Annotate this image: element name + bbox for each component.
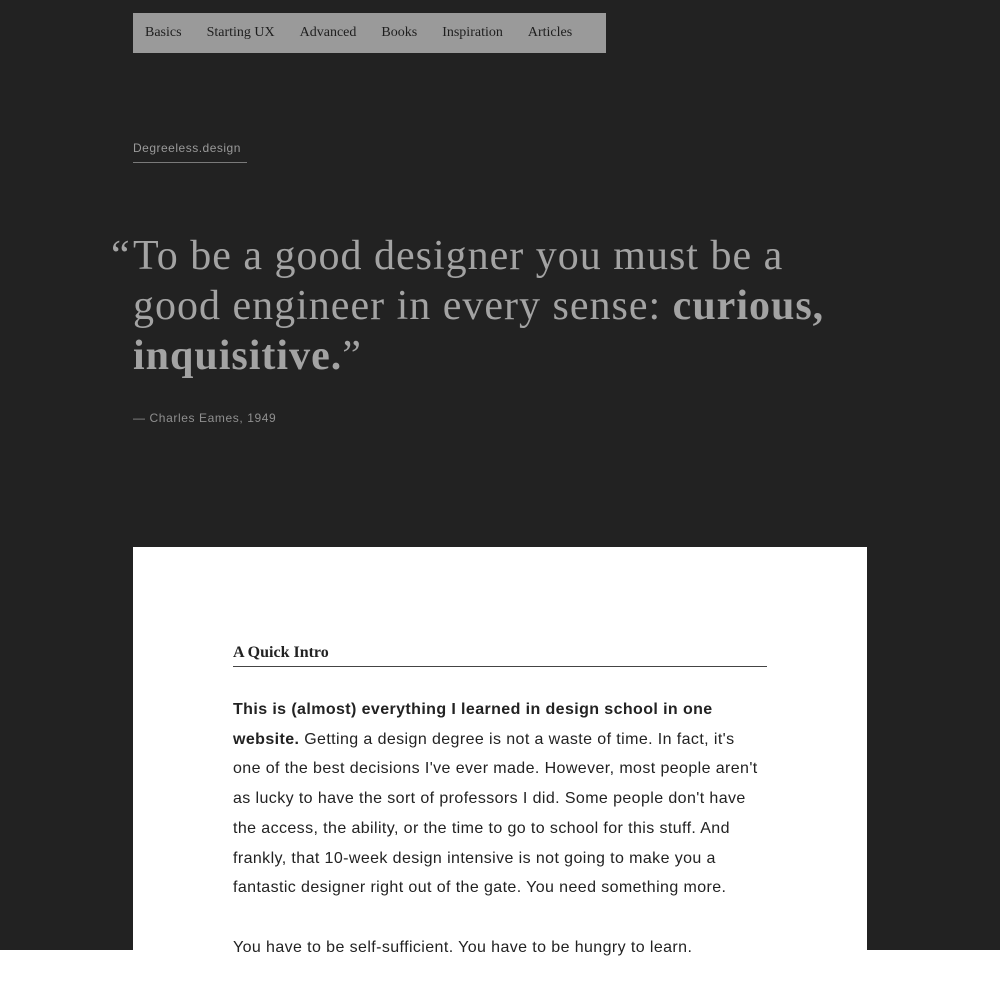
quote-close-mark: ” xyxy=(342,333,362,379)
nav-item-advanced[interactable]: Advanced xyxy=(299,25,357,40)
nav-item-books[interactable]: Books xyxy=(381,25,418,40)
intro-lead: This is (almost) everything I learned in design school in one website. xyxy=(233,701,713,748)
nav-item-articles[interactable]: Articles xyxy=(527,25,573,40)
nav-item-starting-ux[interactable]: Starting UX xyxy=(206,25,275,40)
intro-text xyxy=(233,695,767,992)
main-nav xyxy=(133,13,606,53)
quote-emphasis: curious, inquisitive. xyxy=(133,283,825,379)
intro-body: Getting a design degree is not a waste of time. In fact, it's one of the best decisions I've ever made. However, most people aren't as lucky to have the sort of professors I did. Some people don't have the access, the ability, or the time to go to school for this stuff. And frankly, that 10-week design intensive is not going to make you a fantastic designer right out of the gate. You need something more. xyxy=(233,730,758,897)
intro-paragraph-2: You have to be self-sufficient. You have to be hungry to learn. xyxy=(233,938,693,956)
nav-item-inspiration[interactable]: Inspiration xyxy=(442,25,503,40)
site-name-link[interactable]: Degreeless.design xyxy=(133,141,247,163)
quote-open-mark: “ xyxy=(111,233,131,279)
hero-quote xyxy=(111,231,853,381)
quote-text: To be a good designer you must be a good engineer in every sense: xyxy=(133,233,784,329)
section-heading: A Quick Intro xyxy=(233,644,767,667)
nav-item-basics[interactable]: Basics xyxy=(145,25,182,40)
intro-card xyxy=(133,547,867,1000)
intro-paragraph-1 xyxy=(233,695,767,903)
quote-attribution: — Charles Eames, 1949 xyxy=(133,411,277,425)
